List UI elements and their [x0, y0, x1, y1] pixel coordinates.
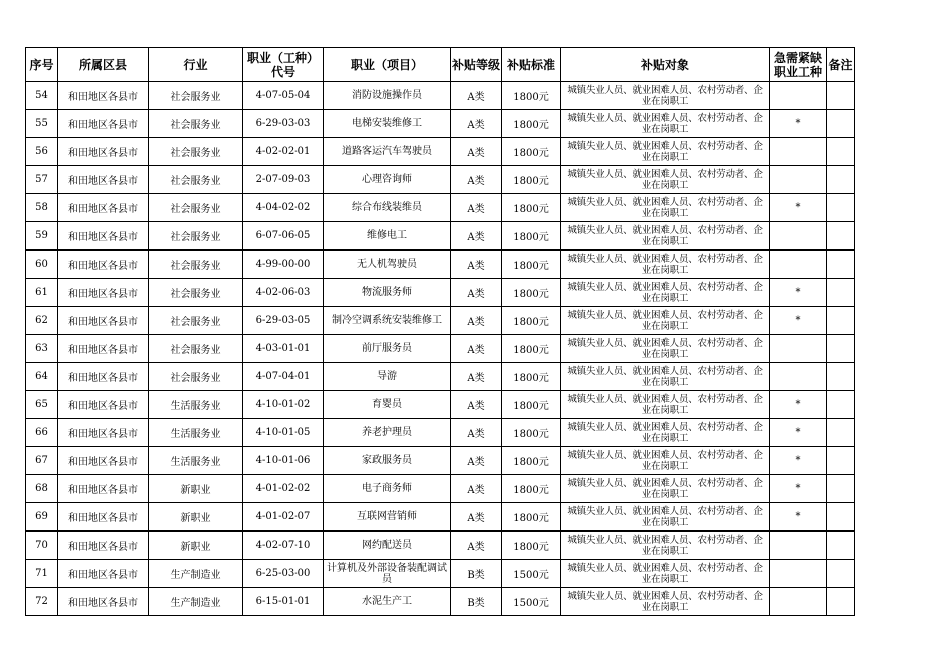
cell-grade: B类 — [451, 588, 502, 616]
cell-occupation: 网约配送员 — [324, 531, 451, 560]
cell-region: 和田地区各县市 — [58, 560, 149, 588]
cell-seq: 55 — [26, 110, 58, 138]
cell-seq: 62 — [26, 307, 58, 335]
cell-standard: 1800元 — [502, 138, 561, 166]
cell-occupation: 综合布线装维员 — [324, 194, 451, 222]
cell-grade: A类 — [451, 166, 502, 194]
header-code: 职业（工种）代号 — [243, 48, 324, 82]
cell-code: 6-25-03-00 — [243, 560, 324, 588]
cell-standard: 1800元 — [502, 391, 561, 419]
cell-grade: A类 — [451, 503, 502, 532]
cell-target: 城镇失业人员、就业困难人员、农村劳动者、企业在岗职工 — [561, 531, 770, 560]
cell-code: 4-99-00-00 — [243, 250, 324, 279]
cell-industry: 社会服务业 — [149, 279, 243, 307]
cell-standard: 1800元 — [502, 279, 561, 307]
cell-standard: 1800元 — [502, 531, 561, 560]
cell-note — [827, 138, 855, 166]
cell-grade: A类 — [451, 447, 502, 475]
cell-seq: 72 — [26, 588, 58, 616]
cell-occupation: 消防设施操作员 — [324, 82, 451, 110]
cell-code: 4-04-02-02 — [243, 194, 324, 222]
cell-urgent — [770, 166, 827, 194]
cell-target: 城镇失业人员、就业困难人员、农村劳动者、企业在岗职工 — [561, 560, 770, 588]
cell-seq: 56 — [26, 138, 58, 166]
cell-industry: 新职业 — [149, 531, 243, 560]
cell-region: 和田地区各县市 — [58, 363, 149, 391]
cell-industry: 社会服务业 — [149, 166, 243, 194]
cell-standard: 1800元 — [502, 166, 561, 194]
cell-seq: 70 — [26, 531, 58, 560]
table-row — [26, 560, 855, 588]
cell-code: 4-01-02-02 — [243, 475, 324, 503]
cell-region: 和田地区各县市 — [58, 391, 149, 419]
table-row — [26, 419, 855, 447]
cell-code: 4-03-01-01 — [243, 335, 324, 363]
cell-region: 和田地区各县市 — [58, 588, 149, 616]
cell-standard: 1800元 — [502, 503, 561, 532]
cell-seq: 61 — [26, 279, 58, 307]
cell-note — [827, 588, 855, 616]
cell-grade: A类 — [451, 222, 502, 251]
cell-occupation: 养老护理员 — [324, 419, 451, 447]
cell-standard: 1800元 — [502, 82, 561, 110]
header-urgent: 急需紧缺职业工种 — [770, 48, 827, 82]
cell-grade: A类 — [451, 138, 502, 166]
cell-note — [827, 166, 855, 194]
cell-urgent: * — [770, 279, 827, 307]
table-row — [26, 279, 855, 307]
table-row — [26, 531, 855, 560]
cell-seq: 59 — [26, 222, 58, 251]
cell-code: 4-10-01-02 — [243, 391, 324, 419]
cell-seq: 65 — [26, 391, 58, 419]
subsidy-table — [25, 47, 855, 616]
cell-grade: A类 — [451, 279, 502, 307]
table-row — [26, 307, 855, 335]
cell-code: 6-29-03-05 — [243, 307, 324, 335]
cell-code: 4-10-01-05 — [243, 419, 324, 447]
cell-urgent — [770, 138, 827, 166]
cell-urgent — [770, 250, 827, 279]
cell-code: 4-02-02-01 — [243, 138, 324, 166]
table-row — [26, 335, 855, 363]
cell-standard: 1800元 — [502, 419, 561, 447]
cell-industry: 社会服务业 — [149, 307, 243, 335]
cell-seq: 60 — [26, 250, 58, 279]
cell-urgent — [770, 560, 827, 588]
cell-occupation: 计算机及外部设备装配调试员 — [324, 560, 451, 588]
table-row — [26, 391, 855, 419]
cell-grade: A类 — [451, 307, 502, 335]
table-row — [26, 363, 855, 391]
cell-urgent — [770, 222, 827, 251]
cell-region: 和田地区各县市 — [58, 279, 149, 307]
cell-region: 和田地区各县市 — [58, 194, 149, 222]
cell-note — [827, 447, 855, 475]
cell-standard: 1800元 — [502, 222, 561, 251]
cell-code: 4-01-02-07 — [243, 503, 324, 532]
cell-industry: 生活服务业 — [149, 447, 243, 475]
cell-target: 城镇失业人员、就业困难人员、农村劳动者、企业在岗职工 — [561, 82, 770, 110]
cell-note — [827, 194, 855, 222]
table-row — [26, 166, 855, 194]
cell-note — [827, 110, 855, 138]
cell-occupation: 互联网营销师 — [324, 503, 451, 532]
cell-region: 和田地区各县市 — [58, 222, 149, 251]
cell-grade: A类 — [451, 391, 502, 419]
cell-note — [827, 391, 855, 419]
cell-industry: 生活服务业 — [149, 419, 243, 447]
cell-region: 和田地区各县市 — [58, 110, 149, 138]
table-row — [26, 138, 855, 166]
cell-seq: 69 — [26, 503, 58, 532]
cell-code: 6-07-06-05 — [243, 222, 324, 251]
table-row — [26, 222, 855, 251]
cell-occupation: 水泥生产工 — [324, 588, 451, 616]
cell-standard: 1800元 — [502, 335, 561, 363]
cell-code: 6-29-03-03 — [243, 110, 324, 138]
cell-urgent: * — [770, 503, 827, 532]
cell-note — [827, 503, 855, 532]
cell-industry: 社会服务业 — [149, 82, 243, 110]
cell-region: 和田地区各县市 — [58, 475, 149, 503]
cell-industry: 社会服务业 — [149, 222, 243, 251]
cell-note — [827, 222, 855, 251]
cell-target: 城镇失业人员、就业困难人员、农村劳动者、企业在岗职工 — [561, 166, 770, 194]
cell-seq: 71 — [26, 560, 58, 588]
cell-occupation: 维修电工 — [324, 222, 451, 251]
cell-urgent: * — [770, 307, 827, 335]
cell-region: 和田地区各县市 — [58, 447, 149, 475]
cell-target: 城镇失业人员、就业困难人员、农村劳动者、企业在岗职工 — [561, 222, 770, 251]
cell-standard: 1800元 — [502, 475, 561, 503]
cell-industry: 社会服务业 — [149, 335, 243, 363]
cell-note — [827, 250, 855, 279]
cell-region: 和田地区各县市 — [58, 250, 149, 279]
cell-seq: 64 — [26, 363, 58, 391]
cell-grade: B类 — [451, 560, 502, 588]
cell-note — [827, 335, 855, 363]
header-seq: 序号 — [26, 48, 58, 82]
cell-industry: 社会服务业 — [149, 250, 243, 279]
cell-standard: 1800元 — [502, 194, 561, 222]
cell-grade: A类 — [451, 194, 502, 222]
cell-target: 城镇失业人员、就业困难人员、农村劳动者、企业在岗职工 — [561, 194, 770, 222]
cell-grade: A类 — [451, 475, 502, 503]
table-row — [26, 110, 855, 138]
table-row — [26, 447, 855, 475]
cell-seq: 54 — [26, 82, 58, 110]
cell-standard: 1500元 — [502, 560, 561, 588]
cell-note — [827, 560, 855, 588]
cell-region: 和田地区各县市 — [58, 335, 149, 363]
cell-urgent — [770, 531, 827, 560]
cell-occupation: 制冷空调系统安装维修工 — [324, 307, 451, 335]
cell-note — [827, 82, 855, 110]
cell-code: 6-15-01-01 — [243, 588, 324, 616]
cell-region: 和田地区各县市 — [58, 138, 149, 166]
header-row — [26, 48, 855, 82]
cell-urgent: * — [770, 447, 827, 475]
header-occupation: 职业（项目） — [324, 48, 451, 82]
cell-region: 和田地区各县市 — [58, 82, 149, 110]
header-target: 补贴对象 — [561, 48, 770, 82]
cell-code: 4-02-07-10 — [243, 531, 324, 560]
cell-target: 城镇失业人员、就业困难人员、农村劳动者、企业在岗职工 — [561, 588, 770, 616]
cell-seq: 68 — [26, 475, 58, 503]
cell-industry: 生产制造业 — [149, 588, 243, 616]
cell-grade: A类 — [451, 250, 502, 279]
cell-note — [827, 531, 855, 560]
cell-urgent — [770, 363, 827, 391]
cell-target: 城镇失业人员、就业困难人员、农村劳动者、企业在岗职工 — [561, 110, 770, 138]
cell-occupation: 无人机驾驶员 — [324, 250, 451, 279]
cell-standard: 1800元 — [502, 363, 561, 391]
table-row — [26, 503, 855, 532]
table-row — [26, 588, 855, 616]
cell-target: 城镇失业人员、就业困难人员、农村劳动者、企业在岗职工 — [561, 475, 770, 503]
cell-standard: 1800元 — [502, 250, 561, 279]
cell-region: 和田地区各县市 — [58, 419, 149, 447]
cell-urgent — [770, 82, 827, 110]
cell-grade: A类 — [451, 419, 502, 447]
cell-urgent: * — [770, 419, 827, 447]
cell-code: 4-07-04-01 — [243, 363, 324, 391]
cell-urgent: * — [770, 391, 827, 419]
cell-occupation: 道路客运汽车驾驶员 — [324, 138, 451, 166]
header-note: 备注 — [827, 48, 855, 82]
table-row — [26, 250, 855, 279]
cell-note — [827, 475, 855, 503]
cell-region: 和田地区各县市 — [58, 166, 149, 194]
cell-grade: A类 — [451, 335, 502, 363]
cell-grade: A类 — [451, 82, 502, 110]
cell-target: 城镇失业人员、就业困难人员、农村劳动者、企业在岗职工 — [561, 419, 770, 447]
cell-standard: 1500元 — [502, 588, 561, 616]
table-row — [26, 194, 855, 222]
header-industry: 行业 — [149, 48, 243, 82]
cell-target: 城镇失业人员、就业困难人员、农村劳动者、企业在岗职工 — [561, 250, 770, 279]
cell-seq: 57 — [26, 166, 58, 194]
cell-industry: 新职业 — [149, 475, 243, 503]
cell-occupation: 导游 — [324, 363, 451, 391]
cell-note — [827, 307, 855, 335]
cell-occupation: 育婴员 — [324, 391, 451, 419]
cell-grade: A类 — [451, 531, 502, 560]
cell-target: 城镇失业人员、就业困难人员、农村劳动者、企业在岗职工 — [561, 503, 770, 532]
cell-occupation: 电梯安装维修工 — [324, 110, 451, 138]
cell-industry: 社会服务业 — [149, 194, 243, 222]
cell-region: 和田地区各县市 — [58, 531, 149, 560]
cell-target: 城镇失业人员、就业困难人员、农村劳动者、企业在岗职工 — [561, 279, 770, 307]
cell-seq: 66 — [26, 419, 58, 447]
cell-code: 4-07-05-04 — [243, 82, 324, 110]
cell-urgent: * — [770, 475, 827, 503]
header-region: 所属区县 — [58, 48, 149, 82]
cell-standard: 1800元 — [502, 110, 561, 138]
cell-region: 和田地区各县市 — [58, 503, 149, 532]
cell-industry: 社会服务业 — [149, 110, 243, 138]
cell-industry: 生活服务业 — [149, 391, 243, 419]
cell-seq: 58 — [26, 194, 58, 222]
cell-urgent — [770, 588, 827, 616]
cell-standard: 1800元 — [502, 307, 561, 335]
cell-grade: A类 — [451, 363, 502, 391]
cell-seq: 63 — [26, 335, 58, 363]
cell-urgent — [770, 335, 827, 363]
cell-target: 城镇失业人员、就业困难人员、农村劳动者、企业在岗职工 — [561, 307, 770, 335]
cell-occupation: 物流服务师 — [324, 279, 451, 307]
cell-industry: 生产制造业 — [149, 560, 243, 588]
cell-target: 城镇失业人员、就业困难人员、农村劳动者、企业在岗职工 — [561, 138, 770, 166]
cell-region: 和田地区各县市 — [58, 307, 149, 335]
cell-standard: 1800元 — [502, 447, 561, 475]
cell-note — [827, 419, 855, 447]
cell-note — [827, 363, 855, 391]
cell-code: 4-02-06-03 — [243, 279, 324, 307]
cell-target: 城镇失业人员、就业困难人员、农村劳动者、企业在岗职工 — [561, 363, 770, 391]
cell-industry: 社会服务业 — [149, 363, 243, 391]
header-grade: 补贴等级 — [451, 48, 502, 82]
cell-target: 城镇失业人员、就业困难人员、农村劳动者、企业在岗职工 — [561, 447, 770, 475]
table-row — [26, 82, 855, 110]
cell-code: 2-07-09-03 — [243, 166, 324, 194]
cell-occupation: 心理咨询师 — [324, 166, 451, 194]
cell-code: 4-10-01-06 — [243, 447, 324, 475]
table-row — [26, 475, 855, 503]
cell-note — [827, 279, 855, 307]
cell-grade: A类 — [451, 110, 502, 138]
cell-urgent: * — [770, 194, 827, 222]
header-standard: 补贴标准 — [502, 48, 561, 82]
cell-target: 城镇失业人员、就业困难人员、农村劳动者、企业在岗职工 — [561, 391, 770, 419]
cell-occupation: 电子商务师 — [324, 475, 451, 503]
cell-urgent: * — [770, 110, 827, 138]
cell-occupation: 家政服务员 — [324, 447, 451, 475]
cell-occupation: 前厅服务员 — [324, 335, 451, 363]
cell-seq: 67 — [26, 447, 58, 475]
cell-industry: 社会服务业 — [149, 138, 243, 166]
cell-industry: 新职业 — [149, 503, 243, 532]
cell-target: 城镇失业人员、就业困难人员、农村劳动者、企业在岗职工 — [561, 335, 770, 363]
